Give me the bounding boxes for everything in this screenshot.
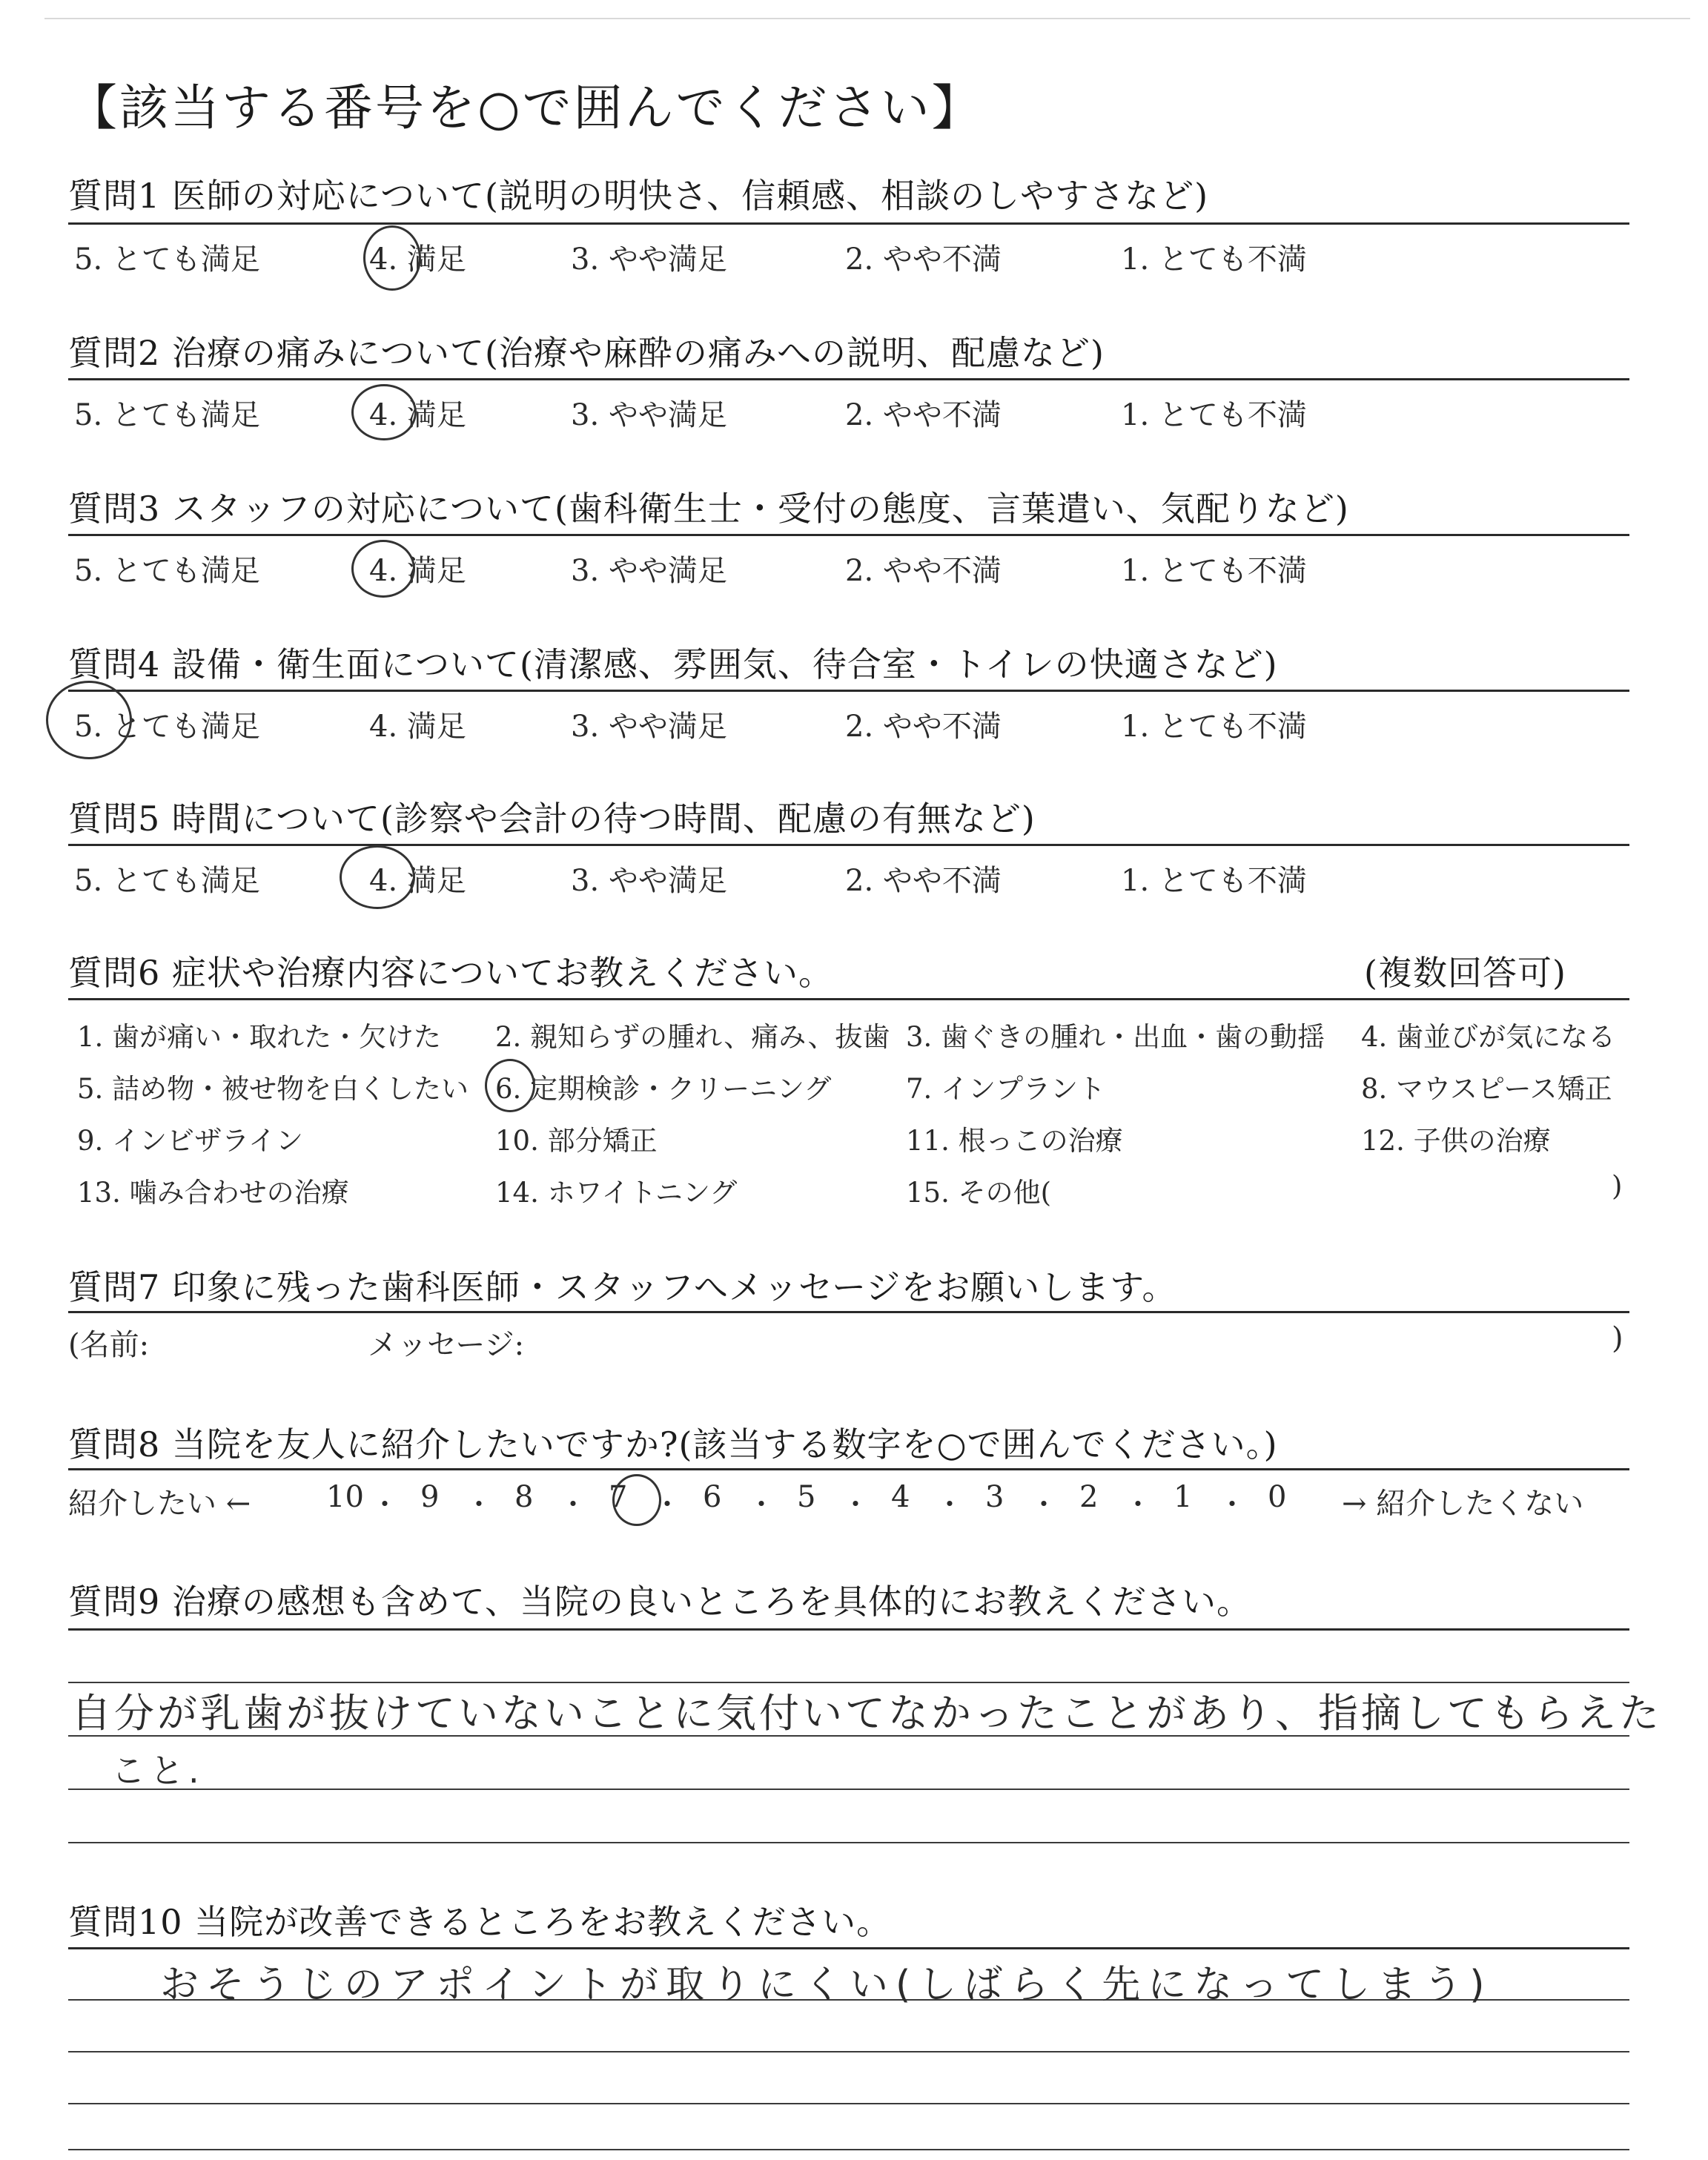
q6-item-7[interactable]: 7. インプラント: [906, 1073, 1106, 1105]
q6-item-12[interactable]: 12. 子供の治療: [1361, 1125, 1551, 1157]
q4-rule: [68, 690, 1629, 692]
q5-selection-mark: [340, 845, 415, 909]
q8-scale-separator: ・: [841, 1488, 870, 1521]
q6-title: 質問6 症状や治療内容についてお教えください。: [68, 953, 833, 993]
q8-scale-value-1[interactable]: 1: [1174, 1480, 1193, 1514]
q9-handwritten-answer-1: 自分が乳歯が抜けていないことに気付いてなかったことがあり、指摘してもらえた: [71, 1690, 1662, 1737]
q6-item-2[interactable]: 2. 親知らずの腫れ、痛み、抜歯: [495, 1021, 890, 1053]
q8-scale-separator: ・: [747, 1488, 776, 1521]
q2-option-3[interactable]: 3. やや満足: [571, 398, 727, 432]
q2-option-5[interactable]: 5. とても満足: [74, 398, 260, 432]
q1-option-5[interactable]: 5. とても満足: [74, 242, 260, 277]
q8-left-label: 紹介したい ←: [68, 1487, 251, 1521]
q4-option-1[interactable]: 1. とても不満: [1121, 710, 1307, 744]
q1-selection-mark: [363, 225, 421, 291]
q8-scale-value-8[interactable]: 8: [514, 1480, 534, 1514]
top-border: [44, 18, 1690, 19]
q10-title: 質問10 当院が改善できるところをお教えください。: [68, 1902, 892, 1942]
q8-scale-separator: ・: [1030, 1488, 1059, 1521]
q5-option-2[interactable]: 2. やや不満: [845, 864, 1002, 898]
q5-option-1[interactable]: 1. とても不満: [1121, 864, 1307, 898]
q7-name-label: (名前:: [68, 1328, 150, 1362]
q8-scale-separator: ・: [465, 1488, 494, 1521]
q6-note: (複数回答可): [1364, 953, 1566, 993]
q1-option-2[interactable]: 2. やや不満: [845, 242, 1002, 277]
q7-message-label: メッセージ:: [368, 1328, 525, 1362]
q2-selection-mark: [351, 384, 417, 440]
q5-option-3[interactable]: 3. やや満足: [571, 864, 727, 898]
q5-option-5[interactable]: 5. とても満足: [74, 864, 260, 898]
q8-scale-separator: ・: [371, 1488, 400, 1521]
q9-rule: [68, 1628, 1629, 1631]
q3-option-1[interactable]: 1. とても不満: [1121, 554, 1307, 588]
q4-option-4[interactable]: 4. 満足: [369, 710, 466, 744]
q8-scale-value-3[interactable]: 3: [985, 1480, 1004, 1514]
q1-rule: [68, 222, 1629, 225]
q3-option-5[interactable]: 5. とても満足: [74, 554, 260, 588]
q1-title: 質問1 医師の対応について(説明の明快さ、信頼感、相談のしやすさなど): [68, 176, 1209, 216]
q9-title: 質問9 治療の感想も含めて、当院の良いところを具体的にお教えください。: [68, 1582, 1251, 1622]
q8-scale-value-4[interactable]: 4: [891, 1480, 910, 1514]
q4-selection-mark: [46, 681, 132, 759]
q6-rule: [68, 998, 1629, 1000]
q7-close-paren: ): [1612, 1321, 1623, 1355]
q8-selection-mark: [612, 1474, 661, 1526]
q5-rule: [68, 844, 1629, 846]
q5-title: 質問5 時間について(診察や会計の待つ時間、配慮の有無など): [68, 799, 1036, 839]
q8-scale-separator: ・: [1218, 1488, 1247, 1521]
q6-item-8[interactable]: 8. マウスピース矯正: [1361, 1073, 1612, 1105]
q10-answer-line-3: [68, 2103, 1629, 2104]
q6-item-10[interactable]: 10. 部分矯正: [495, 1125, 658, 1157]
q9-answer-line-4: [68, 1842, 1629, 1843]
q1-option-3[interactable]: 3. やや満足: [571, 242, 727, 277]
q6-item-14[interactable]: 14. ホワイトニング: [495, 1177, 738, 1209]
q8-scale-separator: ・: [936, 1488, 964, 1521]
q8-scale-value-7[interactable]: 7: [609, 1480, 628, 1514]
q4-option-3[interactable]: 3. やや満足: [571, 710, 727, 744]
q10-handwritten-answer: おそうじのアポイントが取りにくい(しばらく先になってしまう): [160, 1963, 1492, 2007]
q1-option-4[interactable]: 4. 満足: [369, 242, 466, 277]
q6-item-3[interactable]: 3. 歯ぐきの腫れ・出血・歯の動揺: [906, 1021, 1325, 1053]
q6-item-9[interactable]: 9. インビザライン: [77, 1125, 303, 1157]
q8-scale-value-10[interactable]: 10: [326, 1480, 364, 1514]
q4-title: 質問4 設備・衛生面について(清潔感、雰囲気、待合室・トイレの快適さなど): [68, 644, 1278, 684]
q10-answer-line-2: [68, 2051, 1629, 2052]
q3-rule: [68, 534, 1629, 536]
q8-right-label: → 紹介したくない: [1342, 1487, 1584, 1521]
q6-other-close-paren: ): [1612, 1170, 1623, 1202]
q1-option-1[interactable]: 1. とても不満: [1121, 242, 1307, 277]
q3-selection-mark: [351, 540, 415, 598]
q6-item-1[interactable]: 1. 歯が痛い・取れた・欠けた: [77, 1021, 442, 1053]
q2-rule: [68, 378, 1629, 380]
q8-title: 質問8 当院を友人に紹介したいですか?(該当する数字を○で囲んでください。): [68, 1424, 1278, 1464]
q9-answer-line-3: [68, 1789, 1629, 1790]
q6-item-5[interactable]: 5. 詰め物・被せ物を白くしたい: [77, 1073, 469, 1105]
q5-option-4[interactable]: 4. 満足: [369, 864, 466, 898]
q3-title: 質問3 スタッフの対応について(歯科衛生士・受付の態度、言葉遣い、気配りなど): [68, 489, 1349, 529]
q8-scale-separator: ・: [653, 1488, 682, 1521]
q3-option-3[interactable]: 3. やや満足: [571, 554, 727, 588]
q6-selection-mark: [485, 1059, 535, 1112]
q4-option-5[interactable]: 5. とても満足: [74, 710, 260, 744]
q2-option-1[interactable]: 1. とても不満: [1121, 398, 1307, 432]
q6-item-11[interactable]: 11. 根っこの治療: [906, 1125, 1123, 1157]
q3-option-2[interactable]: 2. やや不満: [845, 554, 1002, 588]
q4-option-2[interactable]: 2. やや不満: [845, 710, 1002, 744]
q8-scale-value-6[interactable]: 6: [703, 1480, 722, 1514]
q8-scale-separator: ・: [1124, 1488, 1153, 1521]
q10-answer-line-4: [68, 2149, 1629, 2150]
q7-title: 質問7 印象に残った歯科医師・スタッフへメッセージをお願いします。: [68, 1267, 1177, 1307]
q6-item-6[interactable]: 6. 定期検診・クリーニング: [495, 1073, 832, 1105]
q8-scale-value-5[interactable]: 5: [797, 1480, 816, 1514]
q8-scale-value-2[interactable]: 2: [1079, 1480, 1099, 1514]
q8-scale-value-0[interactable]: 0: [1268, 1480, 1287, 1514]
q8-scale-value-9[interactable]: 9: [420, 1480, 440, 1514]
q10-rule: [68, 1947, 1629, 1949]
form-header: 【該当する番号を○で囲んでください】: [68, 79, 983, 136]
q6-item-4[interactable]: 4. 歯並びが気になる: [1361, 1021, 1616, 1053]
q7-rule: [68, 1311, 1629, 1313]
q8-rule: [68, 1468, 1629, 1470]
q8-scale-separator: ・: [559, 1488, 588, 1521]
q2-title: 質問2 治療の痛みについて(治療や麻酔の痛みへの説明、配慮など): [68, 333, 1105, 373]
q9-handwritten-answer-2: こと.: [111, 1751, 204, 1791]
q3-option-4[interactable]: 4. 満足: [369, 554, 466, 588]
q2-option-2[interactable]: 2. やや不満: [845, 398, 1002, 432]
q2-option-4[interactable]: 4. 満足: [369, 398, 466, 432]
q6-item-13[interactable]: 13. 噛み合わせの治療: [77, 1177, 349, 1209]
q6-item-15[interactable]: 15. その他(: [906, 1177, 1052, 1209]
